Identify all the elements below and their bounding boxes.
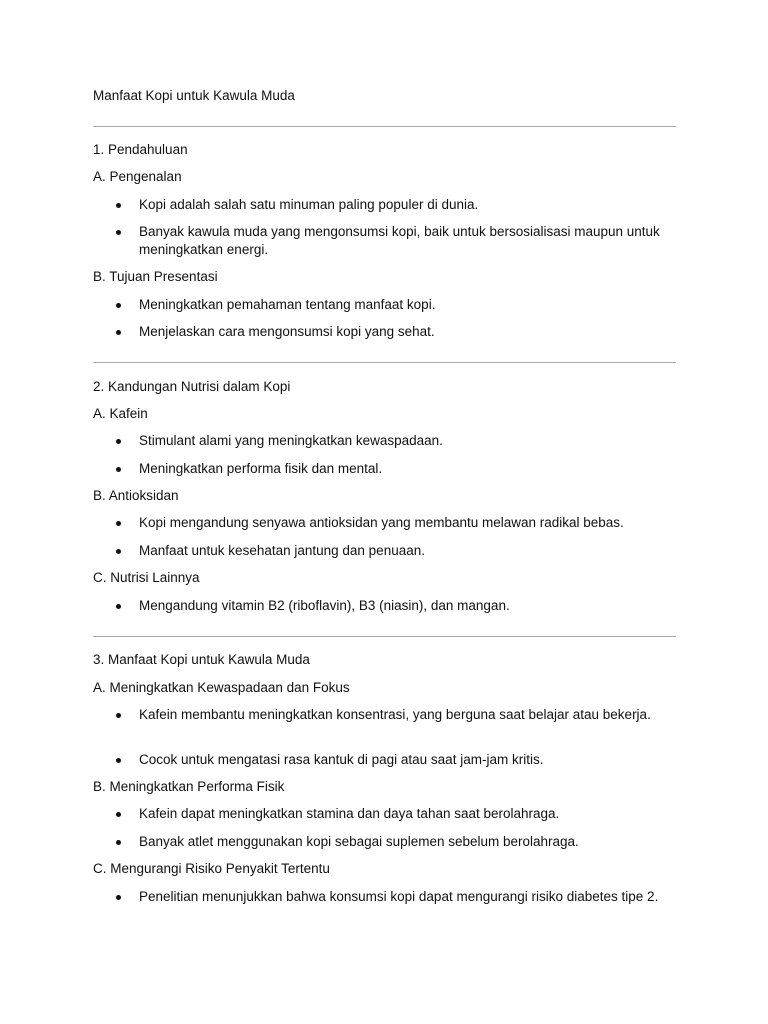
bullet-list xyxy=(93,833,676,851)
list-item-text: Meningkatkan performa fisik dan mental. xyxy=(139,461,383,476)
list-item xyxy=(93,223,676,258)
list-item xyxy=(93,460,676,478)
section-heading-manfaat-kopi: 3. Manfaat Kopi untuk Kawula Muda xyxy=(93,652,310,667)
bullet-icon xyxy=(116,895,121,900)
document-title: Manfaat Kopi untuk Kawula Muda xyxy=(93,88,295,103)
bullet-list xyxy=(93,706,676,724)
list-item-text: Mengandung vitamin B2 (riboflavin), B3 (niasin), dan mangan. xyxy=(139,598,510,613)
bullet-icon xyxy=(116,840,121,845)
section-divider xyxy=(93,126,676,127)
section-divider xyxy=(93,636,676,637)
bullet-icon xyxy=(116,758,121,763)
list-item-text: Cocok untuk mengatasi rasa kantuk di pagi atau saat jam-jam kritis. xyxy=(139,752,544,767)
subsection-heading-antioksidan: B. Antioksidan xyxy=(93,488,179,503)
list-item xyxy=(93,542,676,560)
bullet-list xyxy=(93,805,676,823)
list-item xyxy=(93,296,676,314)
bullet-list xyxy=(93,597,676,615)
bullet-list xyxy=(93,432,676,450)
list-item-text: Penelitian menunjukkan bahwa konsumsi kopi dapat mengurangi risiko diabetes tipe 2. xyxy=(139,889,659,904)
bullet-icon xyxy=(116,439,121,444)
list-item-text: Kafein membantu meningkatkan konsentrasi, yang berguna saat belajar atau bekerja. xyxy=(139,707,651,722)
list-item xyxy=(93,323,676,341)
list-item xyxy=(93,805,676,823)
bullet-list xyxy=(93,323,676,341)
bullet-list xyxy=(93,514,676,532)
subsection-heading-kafein: A. Kafein xyxy=(93,406,148,421)
subsection-heading-kewaspadaan-fokus: A. Meningkatkan Kewaspadaan dan Fokus xyxy=(93,680,350,695)
subsection-heading-tujuan-presentasi: B. Tujuan Presentasi xyxy=(93,269,218,284)
bullet-list xyxy=(93,296,676,314)
bullet-icon xyxy=(116,467,121,472)
list-item-text: Stimulant alami yang meningkatkan kewaspadaan. xyxy=(139,433,443,448)
list-item xyxy=(93,833,676,851)
subsection-heading-performa-fisik: B. Meningkatkan Performa Fisik xyxy=(93,779,285,794)
list-item-text: Kopi mengandung senyawa antioksidan yang membantu melawan radikal bebas. xyxy=(139,515,624,530)
bullet-list xyxy=(93,196,676,214)
bullet-list xyxy=(93,888,676,906)
list-item xyxy=(93,597,676,615)
bullet-icon xyxy=(116,549,121,554)
list-item-text: Meningkatkan pemahaman tentang manfaat kopi. xyxy=(139,297,436,312)
bullet-icon xyxy=(116,330,121,335)
bullet-icon xyxy=(116,521,121,526)
section-heading-kandungan-nutrisi: 2. Kandungan Nutrisi dalam Kopi xyxy=(93,379,291,394)
bullet-list xyxy=(93,751,676,769)
list-item-text: Kafein dapat meningkatkan stamina dan daya tahan saat berolahraga. xyxy=(139,806,560,821)
bullet-icon xyxy=(116,604,121,609)
bullet-icon xyxy=(116,812,121,817)
section-divider xyxy=(93,362,676,363)
list-item-text: Banyak atlet menggunakan kopi sebagai suplemen sebelum berolahraga. xyxy=(139,834,579,849)
list-item-text: Manfaat untuk kesehatan jantung dan penuaan. xyxy=(139,543,425,558)
bullet-icon xyxy=(116,713,121,718)
list-item xyxy=(93,888,676,906)
subsection-heading-nutrisi-lainnya: C. Nutrisi Lainnya xyxy=(93,570,200,585)
bullet-icon xyxy=(116,203,121,208)
list-item xyxy=(93,751,676,769)
section-heading-pendahuluan: 1. Pendahuluan xyxy=(93,142,188,157)
list-item xyxy=(93,706,676,724)
list-item xyxy=(93,514,676,532)
list-item xyxy=(93,432,676,450)
list-item xyxy=(93,196,676,214)
subsection-heading-risiko-penyakit: C. Mengurangi Risiko Penyakit Tertentu xyxy=(93,861,330,876)
bullet-icon xyxy=(116,230,121,235)
bullet-list xyxy=(93,223,676,258)
subsection-heading-pengenalan: A. Pengenalan xyxy=(93,169,182,184)
list-item-text: Kopi adalah salah satu minuman paling populer di dunia. xyxy=(139,197,479,212)
list-item-text: Menjelaskan cara mengonsumsi kopi yang sehat. xyxy=(139,324,435,339)
bullet-list xyxy=(93,460,676,478)
bullet-list xyxy=(93,542,676,560)
list-item-text: Banyak kawula muda yang mengonsumsi kopi, baik untuk bersosialisasi maupun untuk meningkatkan energi. xyxy=(139,224,660,257)
bullet-icon xyxy=(116,303,121,308)
